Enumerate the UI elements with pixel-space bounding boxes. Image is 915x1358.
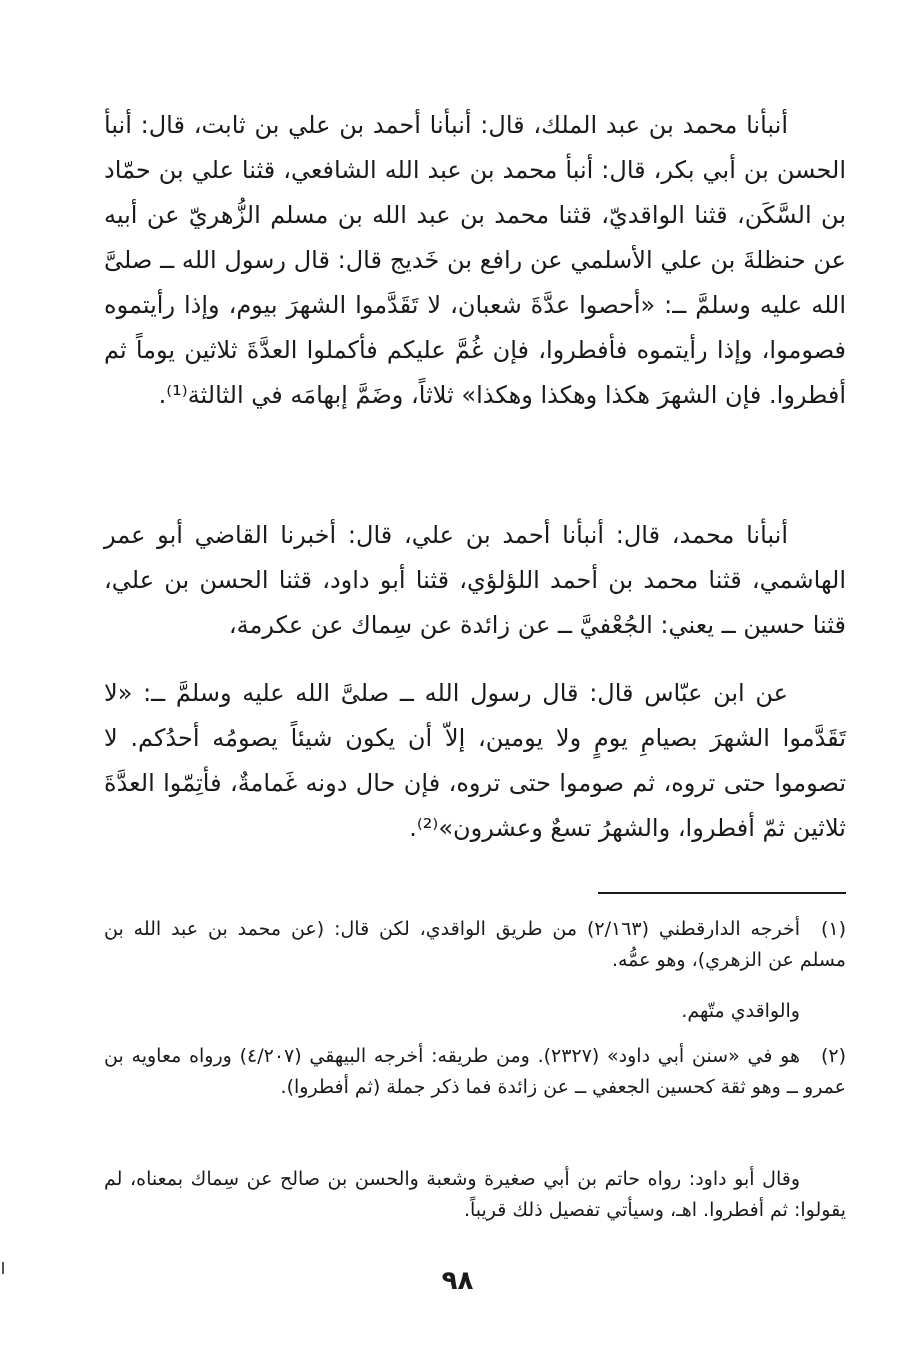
footnote-separator [598, 892, 846, 894]
body-paragraph-3 [104, 671, 846, 851]
footnote-1-note [104, 996, 846, 1027]
footnote-1-text: أخرجه الدارقطني (٢/١٦٣) من طريق الواقدي، لكن قال: (عن محمد بن عبد الله بن مسلم عن الزهري)، وهو عمُّه. [104, 918, 846, 971]
page-number: ٩٨ [441, 1266, 474, 1296]
footnote-2-number: (٢) [820, 1045, 846, 1067]
footnote-2 [104, 1041, 846, 1103]
footnote-2-note-text: وقال أبو داود: رواه حاتم بن أبي صغيرة وشعبة والحسن بن صالح عن سِماك بمعناه، لم يقولوا: ثم أفطروا. اهـ، وسيأتي تفصيل ذلك قريباً. [104, 1168, 846, 1221]
body-paragraph-1-text: أنبأنا محمد بن عبد الملك، قال: أنبأنا أحمد بن علي بن ثابت، قال: أنبأ الحسن بن أبي بكر، قال: أنبأ محمد بن عبد الله الشافعي، قثنا علي بن حمّاد بن السَّكَن، قثنا الواقديّ، قثنا محمد بن عبد الله بن مسلم الزُّهريّ عن أبيه عن حنظلةَ بن علي الأسلمي عن رافع بن خَديج قال: قال رسول الله ــ صلىَّ الله عليه وسلمَّ ــ: «أحصوا عدَّةَ شعبان، لا تَقَدَّموا الشهرَ بيوم، وإذا رأيتموه فصوموا، وإذا رأيتموه فأفطروا، فإن غُمَّ عليكم فأكملوا العدَّةَ ثلاثين يوماً ثم أفطروا. فإن الشهرَ هكذا وهكذا وهكذا» ثلاثاً، وضَمَّ إبهامَه في الثالثة⁽¹⁾. [104, 111, 846, 409]
footnote-2-text: هو في «سنن أبي داود» (٢٣٢٧). ومن طريقه: أخرجه البيهقي (٤/٢٠٧) ورواه معاويه بن عمرو ــ وهو ثقة كحسين الجعفي ــ عن زائدة فما ذكر جملة (ثم أفطروا). [104, 1045, 846, 1098]
footnote-1-number: (١) [820, 918, 846, 940]
footnote-1-note-text: والواقدي متّهم. [681, 1000, 800, 1022]
body-paragraph-1 [104, 103, 846, 418]
footnote-2-note [104, 1164, 846, 1226]
scan-edge-mark [2, 1262, 4, 1274]
body-paragraph-2 [104, 513, 846, 648]
body-paragraph-3-text: عن ابن عبّاس قال: قال رسول الله ــ صلىَّ الله عليه وسلمَّ ــ: «لا تَقَدَّموا الشهرَ بصيامِ يومٍ ولا يومين، إلاّ أن يكون شيئاً يصومُه أحدُكم. لا تصوموا حتى تروه، ثم صوموا حتى تروه، فإن حال دونه غَمامةٌ، فأتِمّوا العدَّةَ ثلاثين ثمّ أفطروا، والشهرُ تسعٌ وعشرون»⁽²⁾. [104, 679, 846, 842]
footnote-1 [104, 914, 846, 976]
body-paragraph-2-text: أنبأنا محمد، قال: أنبأنا أحمد بن علي، قال: أخبرنا القاضي أبو عمر الهاشمي، قثنا محمد بن أحمد اللؤلؤي، قثنا أبو داود، قثنا الحسن بن علي، قثنا حسين ــ يعني: الجُعْفيَّ ــ عن زائدة عن سِماك عن عكرمة، [104, 521, 846, 639]
